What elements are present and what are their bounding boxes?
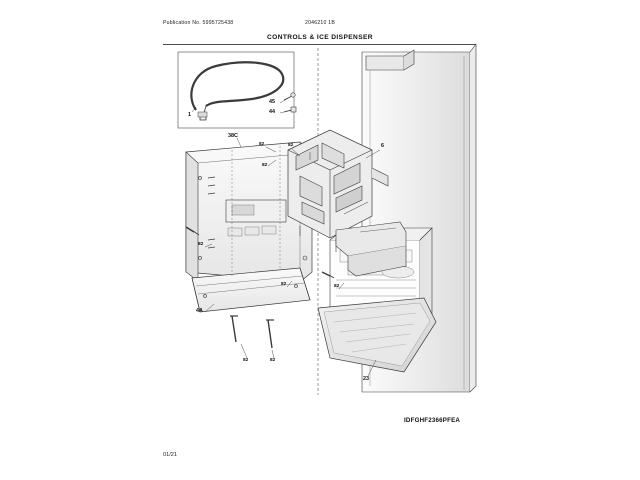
callout-4a: 4A [196,308,203,314]
date-code: 01/21 [163,452,177,458]
page-title: CONTROLS & ICE DISPENSER [267,34,373,41]
callout-6: 6 [381,143,384,149]
callout-23: 23 [363,376,369,382]
model-number: IDFGHF2366PFEA [404,417,461,424]
callout-82-bottom-1: 82 [243,358,249,363]
part-1-water-tubing [178,52,294,128]
callout-1: 1 [188,112,191,118]
part-4a-trim-bar [192,268,310,312]
callout-82-left: 82 [198,242,204,247]
callout-45: 45 [269,99,275,105]
callout-82-right: 82 [334,284,340,289]
callout-38c: 38C [228,133,238,139]
callout-44: 44 [269,109,275,115]
publication-number: Publication No. 5995725438 [163,20,234,26]
callout-82-a: 82 [262,163,268,168]
callout-82-mid: 82 [281,282,287,287]
callout-82-b: 82 [259,142,265,147]
callout-82-bottom-2: 82 [270,358,276,363]
document-number: 2046210 1B [305,20,335,26]
callout-82-top: 82 [288,143,294,148]
